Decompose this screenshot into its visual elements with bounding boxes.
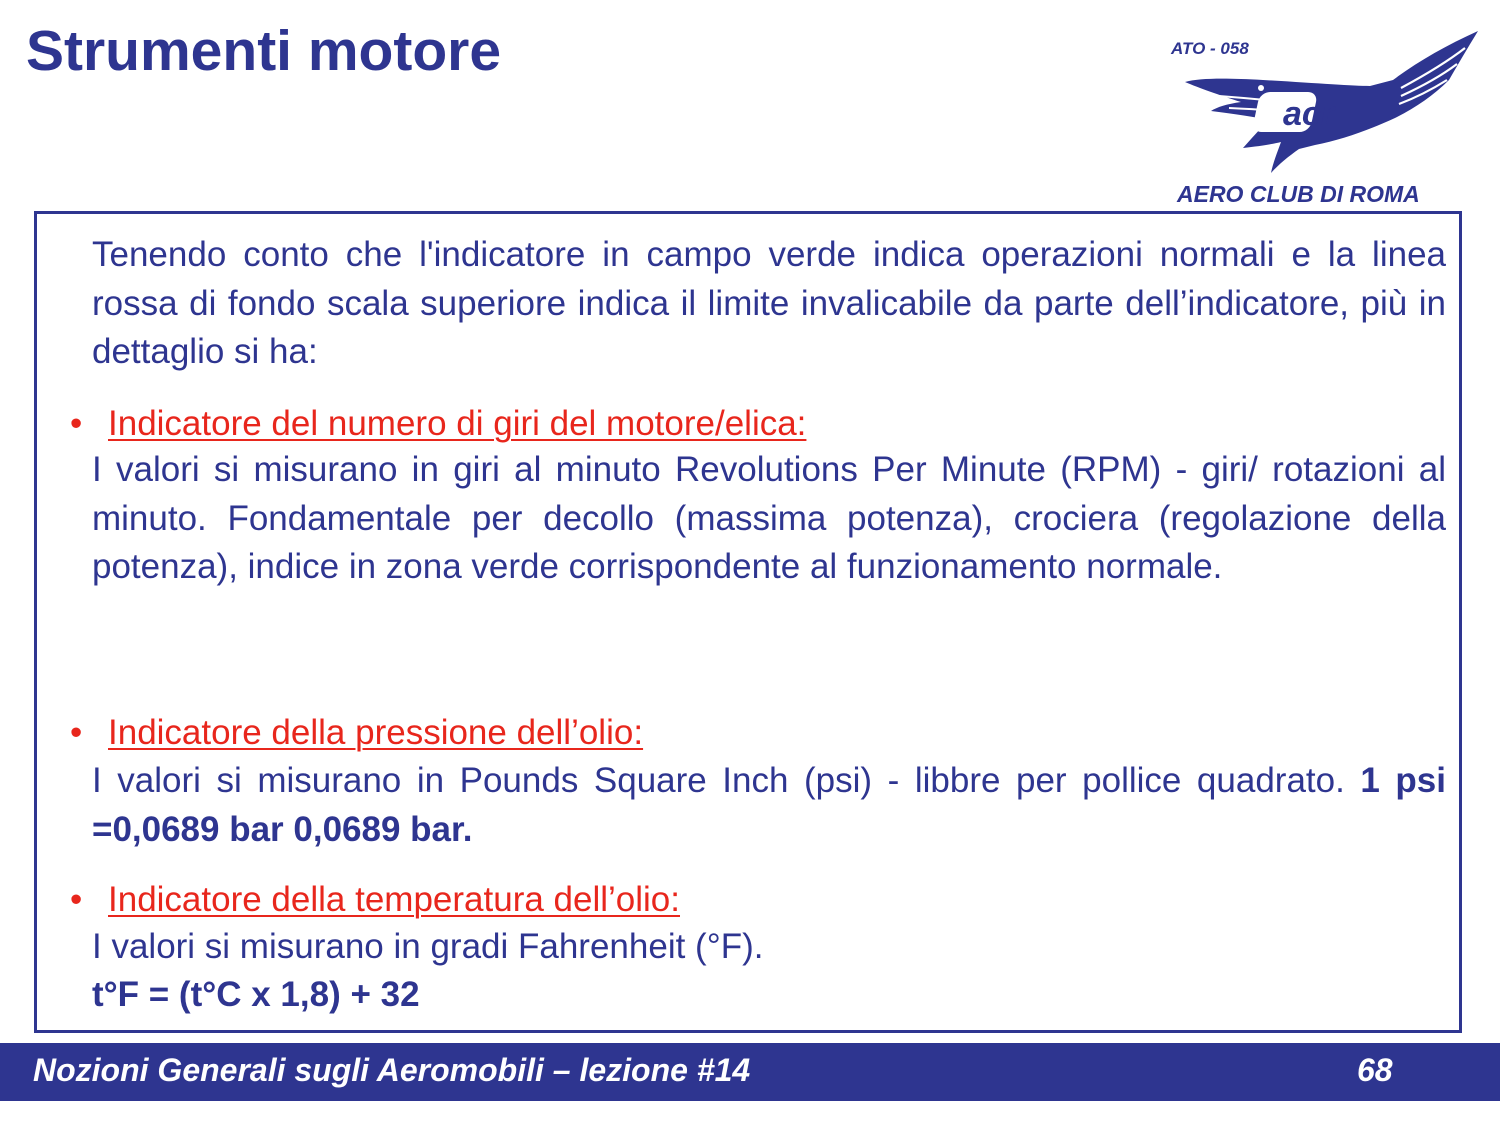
body-oil-pressure-text: I valori si misurano in Pounds Square Inch (psi) - libbre per pollice quadrato. bbox=[92, 761, 1345, 800]
bullet-rpm bbox=[70, 400, 806, 448]
acr-emblem bbox=[1252, 92, 1336, 133]
logo-top-text: ATO - 058 bbox=[1171, 39, 1249, 58]
footer-page-number: 68 bbox=[1357, 1052, 1393, 1088]
bullet-marker: • bbox=[70, 404, 83, 443]
heading-rpm: Indicatore del numero di giri del motore/elica: bbox=[108, 404, 807, 443]
aero-club-logo bbox=[1165, 22, 1485, 208]
bullet-marker: • bbox=[70, 713, 83, 752]
psi-conversion: 1 psi =0,0689 bar 0,0689 bar. bbox=[92, 761, 1446, 849]
bullet-oil-pressure bbox=[70, 709, 643, 757]
heading-oil-pressure: Indicatore della pressione dell’olio: bbox=[108, 713, 644, 752]
body-oil-temperature: I valori si misurano in gradi Fahrenheit (°F). bbox=[92, 927, 764, 966]
body-rpm: I valori si misurano in giri al minuto Revolutions Per Minute (RPM) - giri/ rotazioni al minuto. Fondamentale per decollo (massima potenza), crociera (regolazione della potenza), indice in zona verde corrispondente al funzionamento normale. bbox=[92, 450, 1446, 586]
footer-bar bbox=[0, 1043, 1500, 1101]
slide-title: Strumenti motore bbox=[26, 19, 502, 83]
bullet-marker: • bbox=[70, 880, 83, 919]
footer-course-title: Nozioni Generali sugli Aeromobili – lezione #14 bbox=[33, 1052, 751, 1088]
heading-oil-temperature: Indicatore della temperatura dell’olio: bbox=[108, 880, 680, 919]
temperature-formula: t°F = (t°C x 1,8) + 32 bbox=[92, 975, 420, 1014]
bullet-oil-temperature bbox=[70, 876, 680, 924]
intro-paragraph: Tenendo conto che l'indicatore in campo verde indica operazioni normali e la linea rossa di fondo scala superiore indica il limite invalicabile da parte dell’indicatore, più in dettaglio si ha: bbox=[92, 235, 1446, 371]
body-oil-pressure bbox=[92, 757, 1446, 854]
emblem-text: acr bbox=[1283, 95, 1335, 133]
logo-bottom-text: AERO CLUB DI ROMA bbox=[1177, 181, 1420, 207]
